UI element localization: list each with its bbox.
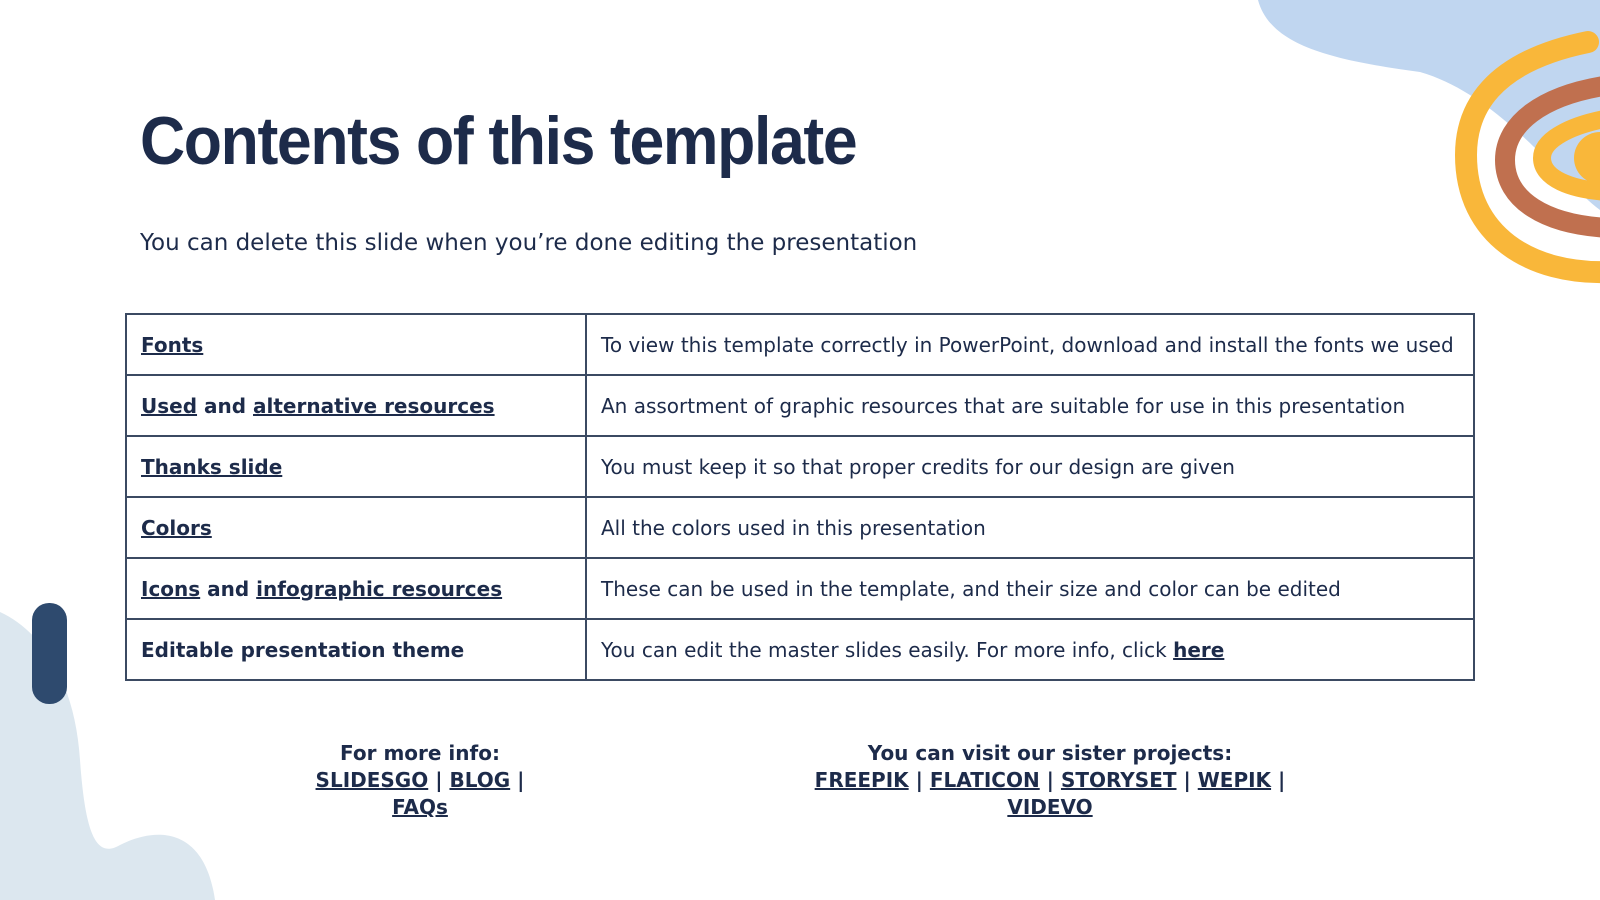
thanks-slide-link[interactable]: Thanks slide — [141, 454, 283, 479]
table-row — [126, 436, 1474, 497]
infographic-resources-link[interactable]: infographic resources — [256, 576, 503, 601]
fonts-link[interactable]: Fonts — [141, 332, 204, 357]
link-separator: | — [510, 768, 525, 792]
pill-decoration — [32, 603, 67, 704]
link-separator: | — [908, 768, 930, 792]
more-info-block — [300, 740, 540, 821]
row-description: To view this template correctly in PowerPoint, download and install the fonts we used — [586, 314, 1474, 375]
row-description-text: You can edit the master slides easily. For more info, click — [601, 637, 1174, 662]
table-row — [126, 497, 1474, 558]
row-label-cell — [126, 558, 586, 619]
row-label-cell — [126, 436, 586, 497]
slidesgo-link[interactable]: SLIDESGO — [315, 768, 429, 792]
link-separator: | — [1271, 768, 1286, 792]
sister-projects-heading: You can visit our sister projects: — [867, 741, 1233, 765]
table-row — [126, 558, 1474, 619]
table-row — [126, 314, 1474, 375]
row-description: An assortment of graphic resources that are suitable for use in this presentation — [586, 375, 1474, 436]
contents-table — [125, 313, 1475, 681]
table-row — [126, 619, 1474, 680]
more-info-links — [300, 767, 540, 821]
more-info-heading: For more info: — [340, 741, 500, 765]
row-description: You must keep it so that proper credits for our design are given — [586, 436, 1474, 497]
editable-theme-label: Editable presentation theme — [141, 637, 465, 662]
row-description: All the colors used in this presentation — [586, 497, 1474, 558]
freepik-link[interactable]: FREEPIK — [814, 768, 909, 792]
row-label-connector: and — [197, 393, 254, 418]
row-label-cell — [126, 497, 586, 558]
row-description: These can be used in the template, and their size and color can be edited — [586, 558, 1474, 619]
flaticon-link[interactable]: FLATICON — [929, 768, 1040, 792]
row-label-cell — [126, 314, 586, 375]
wepik-link[interactable]: WEPIK — [1197, 768, 1272, 792]
row-label-connector: and — [200, 576, 257, 601]
blog-link[interactable]: BLOG — [449, 768, 511, 792]
link-separator: | — [1176, 768, 1198, 792]
videvo-link[interactable]: VIDEVO — [1007, 795, 1093, 819]
link-separator: | — [1039, 768, 1061, 792]
table-row — [126, 375, 1474, 436]
row-label-cell — [126, 375, 586, 436]
alternative-resources-link[interactable]: alternative resources — [253, 393, 495, 418]
sister-projects-block — [800, 740, 1300, 821]
here-link[interactable]: here — [1173, 637, 1225, 662]
row-description — [586, 619, 1474, 680]
page-title: Contents of this template — [140, 103, 857, 179]
row-label-cell — [126, 619, 586, 680]
used-resources-link[interactable]: Used — [141, 393, 198, 418]
link-separator: | — [428, 768, 450, 792]
colors-link[interactable]: Colors — [141, 515, 212, 540]
sister-projects-links — [800, 767, 1300, 821]
storyset-link[interactable]: STORYSET — [1060, 768, 1177, 792]
page-subtitle: You can delete this slide when you’re done editing the presentation — [140, 230, 918, 256]
icons-link[interactable]: Icons — [141, 576, 201, 601]
faqs-link[interactable]: FAQs — [392, 795, 448, 819]
